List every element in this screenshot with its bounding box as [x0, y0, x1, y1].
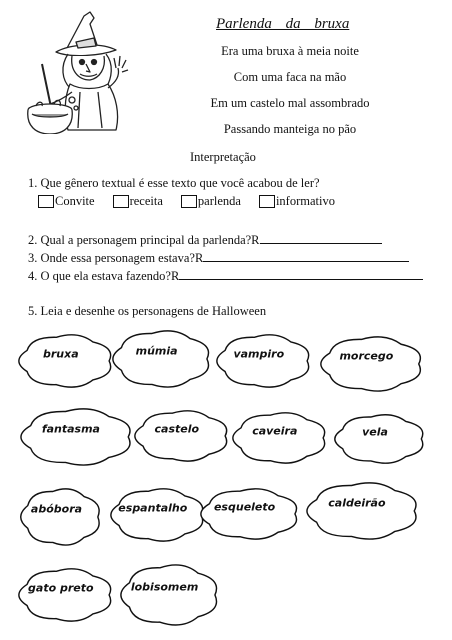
question-4-text: 4. O que ela estava fazendo?R [28, 269, 180, 283]
verse-4: Passando manteiga no pão [223, 122, 357, 136]
checkbox[interactable] [38, 195, 54, 208]
checkbox[interactable] [113, 195, 129, 208]
cloud-shape [316, 332, 428, 396]
checkbox[interactable] [181, 195, 197, 208]
question-3-text: 3. Onde essa personagem estava?R [28, 251, 204, 265]
cloud-shape [330, 410, 430, 468]
answer-line-4[interactable] [179, 268, 423, 280]
option-informativo[interactable] [259, 194, 335, 209]
witch-illustration [20, 8, 138, 134]
cloud-8 [330, 410, 430, 468]
cloud-label: bruxa [42, 347, 79, 361]
answer-line-3[interactable] [203, 250, 409, 262]
cloud-label: múmia [135, 344, 178, 358]
cloud-12 [302, 478, 424, 544]
cloud-label: abóbora [30, 502, 83, 516]
cloud-14 [116, 560, 224, 630]
cloud-label: gato preto [28, 581, 94, 595]
option-convite[interactable] [38, 194, 95, 209]
answer-line-2[interactable] [260, 232, 382, 244]
cloud-shape [302, 478, 424, 544]
cloud-shape [14, 330, 118, 392]
cloud-shape [130, 406, 234, 466]
cloud-shape [14, 564, 118, 626]
cloud-label: lobisomem [130, 580, 199, 594]
cloud-shape [108, 326, 216, 392]
cloud-shape [228, 408, 332, 468]
cloud-10 [106, 484, 210, 546]
cloud-label: espantalho [118, 501, 188, 515]
verse-3: Em um castelo mal assombrado [210, 96, 370, 110]
cloud-shape [16, 404, 138, 470]
cloud-1 [14, 330, 118, 392]
cloud-label: vela [362, 425, 388, 439]
cloud-label: vampiro [233, 347, 285, 361]
option-label: receita [129, 194, 163, 208]
cloud-shape [212, 330, 316, 392]
cloud-label: fantasma [41, 422, 100, 436]
option-parlenda[interactable] [181, 194, 241, 209]
cloud-6 [130, 406, 234, 466]
cloud-7 [228, 408, 332, 468]
cloud-9 [16, 484, 106, 550]
cloud-2 [108, 326, 216, 392]
cloud-13 [14, 564, 118, 626]
question-5: 5. Leia e desenhe os personagens de Halloween [28, 304, 267, 318]
cloud-shape [196, 484, 304, 544]
cloud-label: morcego [339, 349, 394, 363]
verse-2: Com uma faca na mão [233, 70, 347, 84]
question-4 [28, 268, 423, 284]
option-label: Convite [55, 194, 95, 208]
cloud-label: caveira [252, 424, 298, 438]
question-2-text: 2. Qual a personagem principal da parlenda?R [28, 233, 260, 247]
cloud-5 [16, 404, 138, 470]
cloud-label: castelo [154, 422, 200, 436]
checkbox[interactable] [259, 195, 275, 208]
options-row [38, 194, 335, 209]
cloud-4 [316, 332, 428, 396]
question-3 [28, 250, 409, 266]
cloud-11 [196, 484, 304, 544]
cloud-3 [212, 330, 316, 392]
cloud-shape [16, 484, 106, 550]
cloud-label: esqueleto [213, 500, 276, 514]
question-2 [28, 232, 382, 248]
option-receita[interactable] [113, 194, 163, 209]
poem-title: Parlenda da bruxa [216, 16, 350, 32]
cloud-label: caldeirão [328, 496, 386, 510]
option-label: parlenda [197, 194, 241, 208]
cloud-shape [116, 560, 224, 630]
section-label: Interpretação [190, 150, 256, 164]
cloud-shape [106, 484, 210, 546]
question-1: 1. Que gênero textual é esse texto que você acabou de ler? [28, 176, 320, 190]
option-label: informativo [275, 194, 335, 208]
verse-1: Era uma bruxa à meia noite [221, 44, 359, 58]
